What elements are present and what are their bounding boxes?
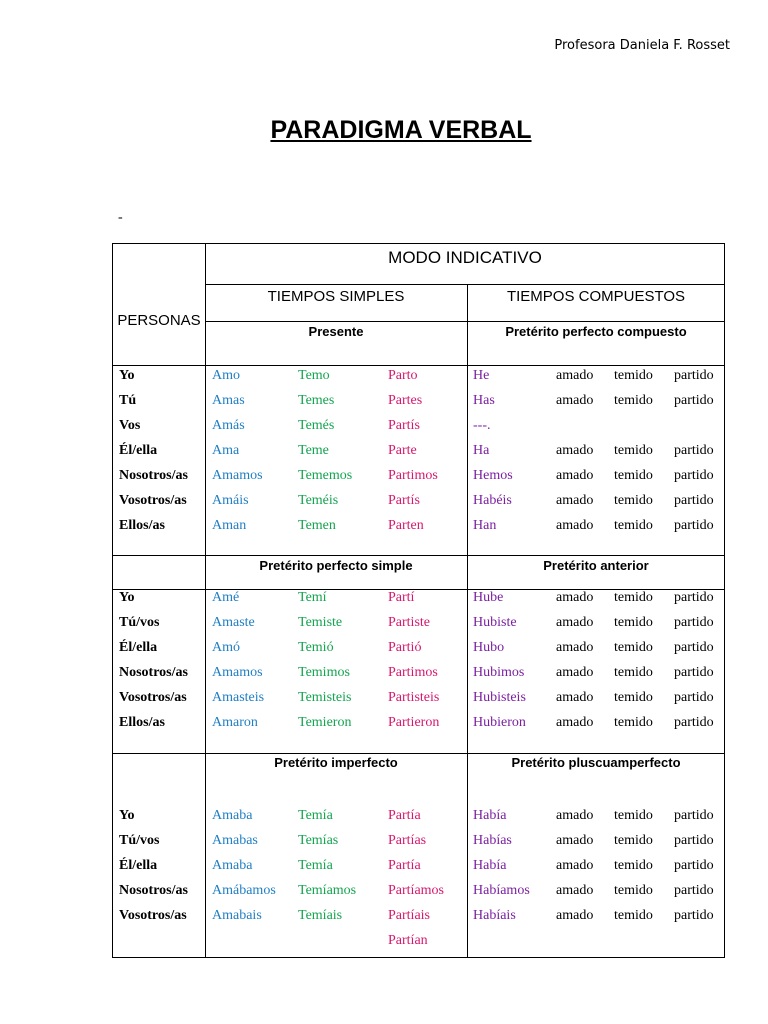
conjugation-cell: Amaste [212,615,255,630]
conjugation-cell: Partíais [388,908,430,923]
person-cell: Vosotros/as [119,908,187,923]
simple-tenses-header: TIEMPOS SIMPLES [267,288,405,305]
conjugation-cell: Temíamos [298,883,357,898]
page-title: PARADIGMA VERBAL [270,116,532,144]
participle-cell: partido [674,908,714,923]
participle-cell: temido [614,690,653,705]
conjugation-cell: Partí [388,590,415,605]
person-cell: Nosotros/as [119,468,188,483]
participle-cell: temido [614,518,653,533]
participle-cell: partido [674,493,714,508]
participle-cell: temido [614,468,653,483]
participle-cell: temido [614,368,653,383]
conjugation-cell: Amaba [212,808,253,823]
person-cell: Nosotros/as [119,883,188,898]
person-cell: Él/ella [119,858,158,873]
conjugation-cell: Amo [212,368,240,383]
participle-cell: partido [674,518,714,533]
table-row [113,443,726,468]
conjugation-cell: Amábamos [212,883,276,898]
table-row [113,690,726,715]
conjugation-cell: Temen [298,518,336,533]
participle-cell: partido [674,468,714,483]
auxiliary-cell: Ha [473,443,490,458]
person-cell: Yo [119,368,135,383]
participle-cell: temido [614,858,653,873]
table-row [113,715,726,740]
conjugation-cell: Ama [212,443,240,458]
participle-cell: temido [614,640,653,655]
conjugation-cell: Partías [388,833,427,848]
conjugation-cell: Teme [298,443,329,458]
auxiliary-cell: Hubieron [473,715,526,730]
conjugation-cell: Partieron [388,715,440,730]
auxiliary-cell: Hubo [473,640,505,655]
participle-cell: amado [556,833,594,848]
table-row [113,393,726,418]
participle-cell: temido [614,393,653,408]
participle-cell: amado [556,393,594,408]
auxiliary-cell: Habíamos [473,883,530,898]
conjugation-cell: Partimos [388,665,438,680]
participle-cell: partido [674,443,714,458]
conjugation-cell: Temo [298,368,330,383]
participle-cell: partido [674,590,714,605]
participle-cell: amado [556,615,594,630]
participle-cell: amado [556,518,594,533]
participle-cell: partido [674,808,714,823]
auxiliary-cell: Hemos [473,468,513,483]
conjugation-cell: Partimos [388,468,438,483]
grid-line [205,284,725,285]
compound-tense-label: Pretérito anterior [543,558,649,573]
conjugation-cell: Temió [298,640,334,655]
conjugation-cell: Partía [388,858,421,873]
conjugation-cell: Teméis [298,493,339,508]
auxiliary-cell: Había [473,808,507,823]
participle-cell: amado [556,908,594,923]
participle-cell: temido [614,715,653,730]
auxiliary-cell: Habéis [473,493,512,508]
participle-cell: temido [614,590,653,605]
participle-cell: amado [556,368,594,383]
participle-cell: partido [674,640,714,655]
table-row [113,418,726,443]
participle-cell: partido [674,393,714,408]
table-row [113,518,726,543]
person-cell: Ellos/as [119,518,165,533]
table-row [113,665,726,690]
participle-cell: temido [614,493,653,508]
verb-paradigm-table [112,243,725,958]
participle-cell: amado [556,665,594,680]
person-cell: Vosotros/as [119,690,187,705]
author-name: Profesora Daniela F. Rosset [554,38,730,53]
table-row [113,468,726,493]
auxiliary-cell: Hubimos [473,665,525,680]
conjugation-cell: Temí [298,590,327,605]
modo-header: MODO INDICATIVO [388,248,542,267]
conjugation-cell: Amasteis [212,690,265,705]
conjugation-cell: Amamos [212,468,263,483]
conjugation-cell: Temíais [298,908,343,923]
conjugation-cell: Partíamos [388,883,444,898]
auxiliary-cell: Habíais [473,908,516,923]
participle-cell: partido [674,690,714,705]
conjugation-cell: Aman [212,518,247,533]
auxiliary-cell: He [473,368,490,383]
conjugation-cell: Parten [388,518,424,533]
participle-cell: temido [614,808,653,823]
person-cell: Tú [119,393,137,408]
simple-tense-label: Pretérito perfecto simple [259,558,413,573]
grid-line [205,321,725,322]
conjugation-cell: Temés [298,418,335,433]
participle-cell: temido [614,443,653,458]
conjugation-cell: Temes [298,393,335,408]
auxiliary-cell: Había [473,858,507,873]
conjugation-cell: Temías [298,833,339,848]
table-row [113,808,726,833]
conjugation-cell: Amáis [212,493,249,508]
table-row [113,858,726,883]
participle-cell: amado [556,468,594,483]
compound-tense-label: Pretérito pluscuamperfecto [511,755,681,770]
conjugation-cell: Temía [298,808,333,823]
person-cell: Él/ella [119,443,158,458]
table-row [113,883,726,908]
conjugation-cell: Partís [388,418,420,433]
compound-tense-label: Pretérito perfecto compuesto [505,324,687,339]
participle-cell: temido [614,883,653,898]
person-cell: Tú/vos [119,833,160,848]
auxiliary-cell: Has [473,393,495,408]
persons-header: PERSONAS [117,312,201,329]
conjugation-cell: Partisteis [388,690,440,705]
table-row [113,493,726,518]
person-cell: Yo [119,590,135,605]
table-row [113,933,726,958]
participle-cell: partido [674,368,714,383]
table-row [113,368,726,393]
conjugation-cell: Temía [298,858,333,873]
conjugation-cell: Partiste [388,615,430,630]
auxiliary-cell: Hube [473,590,504,605]
conjugation-cell: Temiste [298,615,343,630]
compound-tenses-header: TIEMPOS COMPUESTOS [506,288,686,305]
auxiliary-cell: Hubisteis [473,690,526,705]
dash-mark: - [118,210,123,225]
auxiliary-cell: Han [473,518,497,533]
person-cell: Tú/vos [119,615,160,630]
participle-cell: amado [556,690,594,705]
participle-cell: temido [614,615,653,630]
conjugation-cell: Amabas [212,833,258,848]
participle-cell: amado [556,883,594,898]
table-row [113,640,726,665]
conjugation-cell: Amabais [212,908,262,923]
table-row [113,590,726,615]
participle-cell: partido [674,715,714,730]
participle-cell: partido [674,858,714,873]
person-cell: Vosotros/as [119,493,187,508]
participle-cell: amado [556,858,594,873]
conjugation-cell: Partían [388,933,428,948]
conjugation-cell: Amás [212,418,245,433]
table-row [113,908,726,933]
table-row [113,833,726,858]
participle-cell: partido [674,883,714,898]
conjugation-cell: Partes [388,393,423,408]
conjugation-cell: Amamos [212,665,263,680]
person-cell: Vos [119,418,141,433]
participle-cell: temido [614,833,653,848]
participle-cell: amado [556,493,594,508]
conjugation-cell: Temieron [298,715,352,730]
auxiliary-cell: ---. [473,418,491,433]
conjugation-cell: Partís [388,493,420,508]
conjugation-cell: Partía [388,808,421,823]
person-cell: Nosotros/as [119,665,188,680]
conjugation-cell: Partió [388,640,422,655]
person-cell: Él/ella [119,640,158,655]
conjugation-cell: Temisteis [298,690,352,705]
participle-cell: amado [556,640,594,655]
conjugation-cell: Tememos [298,468,353,483]
participle-cell: amado [556,590,594,605]
person-cell: Yo [119,808,135,823]
participle-cell: partido [674,615,714,630]
auxiliary-cell: Habías [473,833,512,848]
participle-cell: amado [556,443,594,458]
participle-cell: partido [674,833,714,848]
table-row [113,615,726,640]
person-cell: Ellos/as [119,715,165,730]
simple-tense-label: Pretérito imperfecto [274,755,398,770]
conjugation-cell: Amé [212,590,240,605]
participle-cell: temido [614,908,653,923]
participle-cell: temido [614,665,653,680]
auxiliary-cell: Hubiste [473,615,517,630]
participle-cell: amado [556,715,594,730]
conjugation-cell: Amaba [212,858,253,873]
participle-cell: amado [556,808,594,823]
simple-tense-label: Presente [308,324,364,339]
conjugation-cell: Temimos [298,665,350,680]
conjugation-cell: Amó [212,640,240,655]
participle-cell: partido [674,665,714,680]
conjugation-cell: Amaron [212,715,258,730]
conjugation-cell: Amas [212,393,245,408]
conjugation-cell: Parto [388,368,418,383]
conjugation-cell: Parte [388,443,417,458]
